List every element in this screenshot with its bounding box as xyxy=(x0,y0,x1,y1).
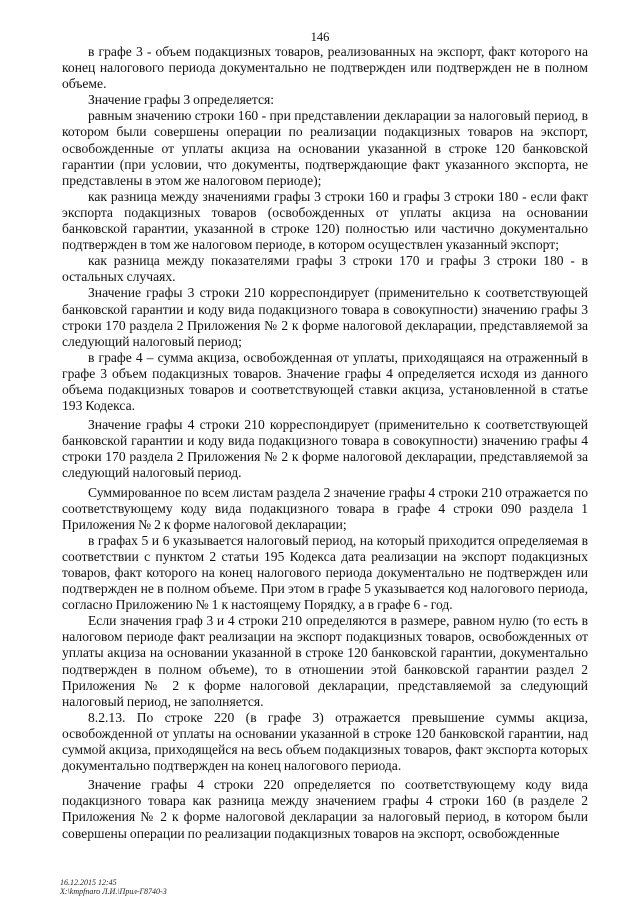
document-body xyxy=(62,44,588,842)
page-number: 146 xyxy=(310,30,330,44)
footer xyxy=(60,878,167,896)
paragraph-graph3-definition: Значение графы 3 определяется: xyxy=(88,92,275,108)
paragraph-line160: равным значению строки 160 - при представлении декларации за налоговый период, в котором были совершены операции по реализации подакцизных товаров на экспорт, освобожденные от уплаты акциза на основании указанной в строке 120 банковской гарантии (при условии, что документы, подтверждающие факт указанного экспорта, не представлены в этом же налоговом периоде); xyxy=(62,108,588,188)
paragraph-8-2-13: 8.2.13. По строке 220 (в графе 3) отражается превышение суммы акциза, освобожденной от уплаты на основании указанной в строке 120 банковской гарантии, над суммой акциза, приходящейся на весь объем подакцизных товаров, факт экспорта которых документально подтвержден на конец налогового периода. xyxy=(62,709,588,774)
footer-file-path: X:\kmpfnaro Л.И.\Прил-Г8740-3 xyxy=(60,887,167,896)
paragraph-graph4-line210: Значение графы 4 строки 210 корреспондирует (применительно к соответствующей банковской гарантии и коду вида подакцизного товара в совокупности) значению графы 4 строки 170 раздела 2 Приложения № 2 к форме налоговой декларации, представляемой за следующий налоговый период. xyxy=(62,417,588,481)
footer-date: 16.12.2015 12:45 xyxy=(60,878,117,887)
paragraph-difference-170-180: как разница между показателями графы 3 строки 170 и графы 3 строки 180 - в остальных случаях. xyxy=(62,253,588,285)
paragraph-graph4-line220: Значение графы 4 строки 220 определяется по соответствующему коду вида подакцизного товара как разница между значением графы 4 строки 160 (в разделе 2 Приложения № 2 к форме налоговой декларации за налоговый период, в котором были совершены операции по реализации подакцизных товаров на экспорт, освобожденные xyxy=(62,777,588,841)
paragraph-graph3-line210: Значение графы 3 строки 210 корреспондирует (применительно к соответствующей банковской гарантии и коду вида подакцизного товара в совокупности) значению графы 3 строки 170 раздела 2 Приложения № 2 к форме налоговой декларации, представляемой за следующий налоговый период; xyxy=(62,285,588,349)
paragraph-graphs-5-6: в графах 5 и 6 указывается налоговый период, на который приходится определяемая в соответствии с пунктом 2 статьи 195 Кодекса дата реализации на экспорт подакцизных товаров, факт которого на конец налогового периода документально не подтвержден или подтвержден не в полном объеме. При этом в графе 5 указывается код налогового периода, согласно Приложению № 1 к настоящему Порядку, а в графе 6 - год. xyxy=(62,532,588,613)
paragraph-graph4-sum: в графе 4 – сумма акциза, освобожденная от уплаты, приходящаяся на отраженный в графе 3 объем подакцизных товаров. Значение графы 4 определяется исходя из данного объема подакцизных товаров и соответствующей ставки акциза, установленной в статье 193 Кодекса. xyxy=(62,349,588,414)
paragraph-graph3-volume: в графе 3 - объем подакцизных товаров, реализованных на экспорт, факт которого на конец налогового периода документально не подтвержден или подтвержден не в полном объеме. xyxy=(62,44,588,92)
paragraph-summed-graph4: Суммированное по всем листам раздела 2 значение графы 4 строки 210 отражается по соответствующему коду вида подакцизного товара в графе 4 строки 090 раздела 1 Приложения № 2 к форме налоговой декларации; xyxy=(62,484,588,532)
paragraph-zero-values: Если значения граф 3 и 4 строки 210 определяются в размере, равном нулю (то есть в налоговом периоде факт реализации на экспорт подакцизных товаров, освобожденных от уплаты акциза на основании указанной в строке 120 банковской гарантии, документально подтвержден в полном объеме), то в отношении этой банковской гарантии раздел 2 Приложения № 2 к форме налоговой декларации, представляемой за следующий налоговый период, не заполняется. xyxy=(62,613,588,709)
paragraph-difference-160-180: как разница между значениями графы 3 строки 160 и графы 3 строки 180 - если факт экспорта подакцизных товаров (освобожденных от уплаты акциза на основании банковской гарантии, указанной в строке 120) полностью или частично документально подтвержден в том же налоговом периоде, в котором осуществлен указанный экспорт; xyxy=(62,188,588,253)
